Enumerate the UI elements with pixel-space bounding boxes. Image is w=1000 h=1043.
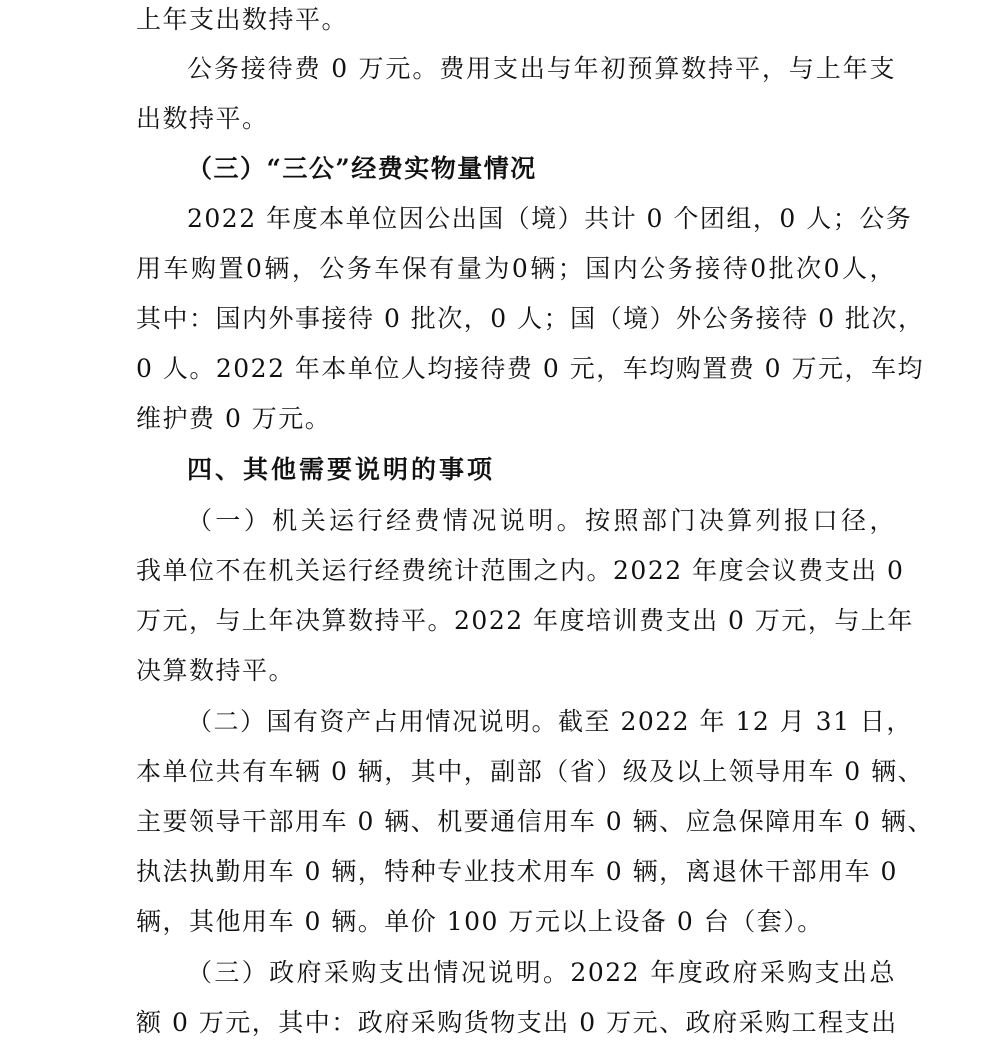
text-line: 执法执勤用车 0 辆，特种专业技术用车 0 辆，离退休干部用车 0	[136, 857, 898, 886]
text-line: 2022 年度本单位因公出国（境）共计 0 个团组，0 人；公务	[187, 204, 913, 233]
subsection-heading: （三）“三公”经费实物量情况	[187, 154, 537, 183]
text-line: （一）机关运行经费情况说明。按照部门决算列报口径，	[187, 506, 896, 535]
section-heading: 四、其他需要说明的事项	[187, 455, 496, 484]
text-line: 出数持平。	[136, 104, 269, 133]
text-line: 决算数持平。	[136, 656, 296, 685]
text-line: 上年支出数持平。	[136, 5, 349, 34]
text-line: 万元，与上年决算数持平。2022 年度培训费支出 0 万元，与上年	[136, 606, 914, 635]
text-line: 额 0 万元，其中：政府采购货物支出 0 万元、政府采购工程支出	[136, 1008, 898, 1037]
text-line: 公务接待费 0 万元。费用支出与年初预算数持平，与上年支	[187, 54, 896, 83]
text-line: 维护费 0 万元。	[136, 404, 332, 433]
text-line: 本单位共有车辆 0 辆，其中，副部（省）级及以上领导用车 0 辆、	[136, 757, 925, 786]
text-line: 其中：国内外事接待 0 批次，0 人；国（境）外公务接待 0 批次，	[136, 304, 925, 333]
text-line: 0 人。2022 年本单位人均接待费 0 元，车均购置费 0 万元，车均	[136, 354, 925, 383]
text-line: 辆，其他用车 0 辆。单价 100 万元以上设备 0 台（套）。	[136, 907, 824, 936]
text-line: 我单位不在机关运行经费统计范围之内。2022 年度会议费支出 0	[136, 556, 905, 585]
text-line: 用车购置0辆，公务车保有量为0辆；国内公务接待0批次0人，	[136, 254, 896, 283]
text-line: 主要领导干部用车 0 辆、机要通信用车 0 辆、应急保障用车 0 辆、	[136, 807, 934, 836]
text-line: （二）国有资产占用情况说明。截至 2022 年 12 月 31 日，	[187, 707, 913, 736]
text-line: （三）政府采购支出情况说明。2022 年度政府采购支出总	[187, 958, 896, 987]
